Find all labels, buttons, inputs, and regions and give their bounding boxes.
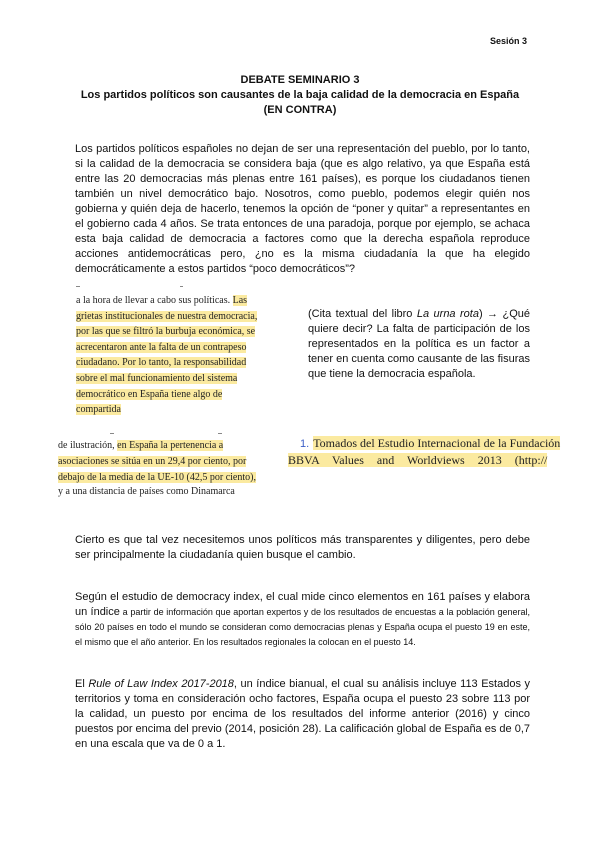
stats-line: debajo de la media de la UE-10 (42,5 por ciento), bbox=[58, 472, 256, 483]
quote-line: democrático en España tiene algo de bbox=[76, 388, 223, 400]
scanned-quote-excerpt bbox=[76, 293, 326, 418]
stats-line-plain: de ilustración, bbox=[58, 440, 118, 451]
title-line-3: (EN CONTRA) bbox=[263, 104, 337, 116]
footnote-number: 1. bbox=[300, 438, 310, 450]
commentary-text: (Cita textual del libro bbox=[308, 308, 417, 320]
commentary-text: ) → ¿Qué quiere decir? La falta de participación de los representados en la política es un factor a tener en cuenta como causante de las fisuras que tiene la democracia española. bbox=[308, 308, 531, 380]
quote-line: compartida bbox=[76, 404, 121, 416]
scanned-statistics-excerpt bbox=[58, 431, 272, 511]
paragraph-3-rest: a partir de información que aportan expertos y de los resultados de encuestas a la población general, sólo 20 países en todo el mundo se consideran como democracias plenas y España ocupa el puesto 19 en este, el mismo que el año anterior. En los resultados regionales la colocan en el puesto 14. bbox=[75, 607, 530, 647]
paragraph-4-text: El bbox=[75, 678, 89, 690]
quote-line: ciudadano. Por lo tanto, la responsabilidad bbox=[76, 357, 247, 369]
quote-line: sobre el mal funcionamiento del sistema bbox=[76, 372, 238, 384]
paragraph-4 bbox=[75, 677, 530, 752]
stats-line: asociaciones se sitúa en un 29,4 por ciento, por bbox=[58, 456, 247, 467]
quote-line: grietas institucionales de nuestra democracia, bbox=[76, 310, 258, 322]
footnote-line-2: BBVA Values and Worldviews 2013 (http:// bbox=[288, 453, 548, 467]
quote-line: acrecentaron ante la falta de un contrapeso bbox=[76, 341, 247, 353]
index-name: Rule of Law Index 2017-2018 bbox=[88, 678, 234, 690]
session-label: Sesión 3 bbox=[489, 36, 527, 46]
book-title: La urna rota bbox=[416, 308, 479, 320]
stats-line-cut: y a una distancia de países como Dinamarca bbox=[58, 486, 235, 497]
paragraph-4-text: , un índice bianual, el cual su análisis incluye 113 Estados y territorios y toma en consideración ocho factores, España ocupa el puesto 23 sobre 113 por la calidad, un puesto por encima de los resultados del informe anterior (2016) y cinco puestos por encima del previo (2014, posición 28). La calificación global de España es de 0,7 en una escala que va de 0 a 1. bbox=[75, 678, 530, 750]
quote-line: por las que se filtró la burbuja económica, se bbox=[76, 326, 256, 338]
paragraph-3 bbox=[75, 590, 530, 650]
footnote-line-1: Tomados del Estudio Internacional de la Fundación bbox=[313, 436, 561, 450]
footnote-reference bbox=[288, 436, 588, 468]
stats-highlight: en España la pertenencia a bbox=[117, 440, 224, 451]
quote-line-plain: a la hora de llevar a cabo sus políticas. bbox=[76, 295, 231, 306]
title-line-2: Los partidos políticos son causantes de la baja calidad de la democracia en España bbox=[80, 89, 520, 101]
title-line-1: DEBATE SEMINARIO 3 bbox=[240, 74, 360, 86]
paragraph-2: Cierto es que tal vez necesitemos unos políticos más transparentes y diligentes, pero debe ser principalmente la ciudadanía quien busque el cambio. bbox=[75, 534, 530, 561]
paragraph-3-lead: Según el estudio de democracy index, el cual mide cinco elementos en 161 países y elabora un índice bbox=[75, 591, 530, 618]
quote-highlight: Las bbox=[232, 295, 248, 306]
intro-paragraph: Los partidos políticos españoles no dejan de ser una representación del pueblo, por lo tanto, si la calidad de la democracia se considera baja (que es algo relativo, ya que España está entre las 20 democracias más plenas entre 161 países), es porque los ciudadanos tienen también un nivel democrático bajo. Nosotros, como pueblo, podemos elegir quién nos gobierna y quién deja de hacerlo, tenemos la opción de “poner y quitar” a representantes en el gobierno cada 4 años. Se trata entonces de una paradoja, porque por ejemplo, se achaca esta baja calidad de democracia a factores como que la derecha española reproduce acciones antidemocráticas pero, ¿no es la misma ciudadanía la que ha elegido democráticamente a estos partidos “poco democráticos”? bbox=[75, 143, 530, 275]
quote-commentary bbox=[308, 307, 530, 382]
